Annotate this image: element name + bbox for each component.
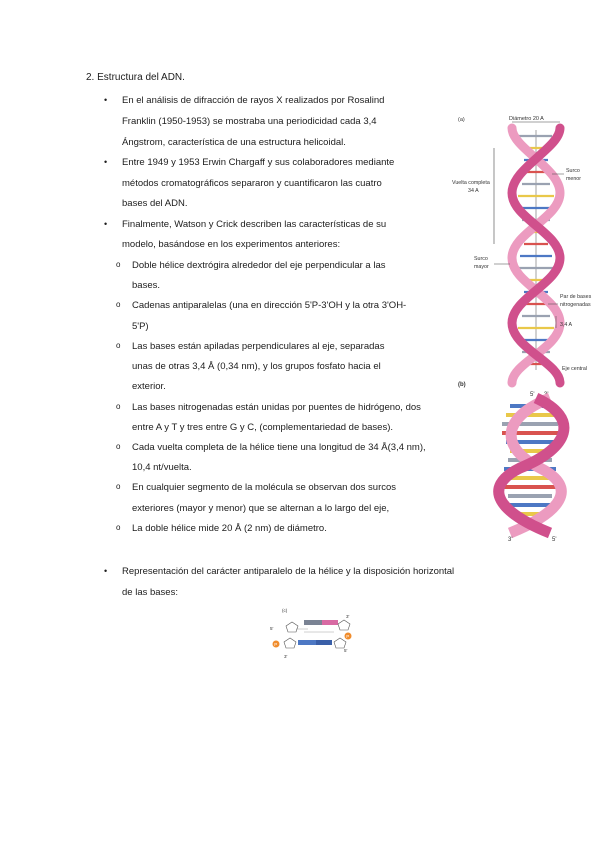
minor-groove-label-1: Surco [566, 168, 580, 174]
bullet-1-line-2: Franklin (1950-1953) se mostraba una periodicidad cada 3,4 [122, 116, 377, 127]
bullet-marker: • [104, 219, 108, 229]
major-groove-label-1: Surco [474, 256, 488, 262]
dna-helix-figure-b [480, 388, 584, 544]
sugar-ring-top-left [286, 622, 298, 632]
bullet-marker: • [104, 566, 108, 576]
major-groove-label-2: mayor [474, 264, 489, 270]
sub-3-line-2: unas de otras 3,4 Å (0,34 nm), y los grupos fosfato hacia el [132, 361, 381, 372]
sub-1-line-1: Doble hélice dextrógira alrededor del eje perpendicular a las [132, 260, 386, 271]
section-heading: 2. Estructura del ADN. [86, 72, 185, 83]
bullet-marker: • [104, 157, 108, 167]
phosphate-right-label: P [346, 634, 350, 639]
figure-c-label: (c) [282, 608, 288, 613]
sub-1-line-2: bases. [132, 280, 160, 291]
sub-4-line-1: Las bases nitrogenadas están unidas por puentes de hidrógeno, dos [132, 402, 421, 413]
figure-b-3prime-top: 3' [544, 392, 549, 398]
sub-marker: o [116, 482, 121, 491]
base-pair-label-2: nitrogenadas [560, 302, 591, 308]
phosphate-left-label: P [274, 642, 278, 647]
dna-helix-figure-a [448, 108, 598, 398]
antiparallel-figure-c [264, 604, 364, 662]
sub-3-line-1: Las bases están apiladas perpendiculares al eje, separadas [132, 341, 385, 352]
base-bottom-navy [316, 640, 332, 645]
sugar-ring-top-right [338, 620, 350, 630]
sugar-ring-bottom-left [284, 638, 296, 648]
sub-6-line-1: En cualquier segmento de la molécula se observan dos surcos [132, 482, 397, 493]
figure-c-3prime-right: 3' [346, 614, 350, 619]
base-top-pink [322, 620, 338, 625]
final-bullet-line-1: Representación del carácter antiparalelo de la hélice y la disposición horizontal [122, 566, 455, 577]
sub-marker: o [116, 402, 121, 411]
figure-a-label: (a) [458, 117, 465, 123]
bullet-3-line-2: modelo, basándose en los experimentos anteriores: [122, 239, 341, 250]
sub-5-line-2: 10,4 nt/vuelta. [132, 462, 192, 473]
figure-b-5prime-top: 5' [530, 392, 535, 398]
sub-marker: o [116, 260, 121, 269]
sub-2-line-2: 5'P) [132, 321, 149, 332]
sugar-ring-bottom-right [334, 638, 346, 648]
sub-3-line-3: exterior. [132, 381, 166, 392]
central-axis-label: Eje central [562, 366, 588, 372]
sub-marker: o [116, 523, 121, 532]
sub-5-line-1: Cada vuelta completa de la hélice tiene una longitud de 34 Å(3,4 nm), [132, 442, 426, 453]
full-turn-label-1: Vuelta completa [452, 180, 490, 186]
figure-b-5prime-bottom: 5' [552, 537, 557, 543]
sub-4-line-2: entre A y T y tres entre G y C, (complementariedad de bases). [132, 422, 394, 433]
bullet-2-line-3: bases del ADN. [122, 198, 188, 209]
sub-marker: o [116, 341, 121, 350]
sub-6-line-2: exteriores (mayor y menor) que se alternan a lo largo del eje, [132, 503, 390, 514]
spacing-label: 3,4 A [560, 322, 573, 328]
diameter-label: Diámetro 20 A [509, 116, 544, 122]
sub-2-line-1: Cadenas antiparalelas (una en dirección 5'P-3'OH y la otra 3'OH- [132, 300, 407, 311]
base-pair-label-1: Par de bases [560, 294, 592, 300]
bullet-1-line-1: En el análisis de difracción de rayos X realizados por Rosalind [122, 95, 385, 106]
bullet-2-line-1: Entre 1949 y 1953 Erwin Chargaff y sus colaboradores mediante [122, 157, 395, 168]
sub-marker: o [116, 442, 121, 451]
bullet-3-line-1: Finalmente, Watson y Crick describen las características de su [122, 219, 387, 230]
figure-c-5prime-right: 5' [344, 648, 348, 653]
figure-c-5prime-left: 5' [270, 626, 274, 631]
bullet-2-line-2: métodos cromatográficos separaron y cuantificaron las cuatro [122, 178, 382, 189]
bullet-marker: • [104, 95, 108, 105]
bullet-1-line-3: Ángstrom, característica de una estructura helicoidal. [122, 137, 346, 148]
figure-b-3prime-bottom: 3' [508, 537, 513, 543]
full-turn-label-2: 34 A [468, 188, 479, 194]
figure-c-3prime-bottom: 3' [284, 654, 288, 659]
minor-groove-label-2: menor [566, 176, 582, 182]
base-top-gray [304, 620, 322, 625]
final-bullet-line-2: de las bases: [122, 587, 178, 598]
sub-marker: o [116, 300, 121, 309]
sub-7-line-1: La doble hélice mide 20 Å (2 nm) de diámetro. [132, 523, 327, 534]
figure-b-label: (b) [458, 382, 466, 388]
base-bottom-blue [298, 640, 316, 645]
